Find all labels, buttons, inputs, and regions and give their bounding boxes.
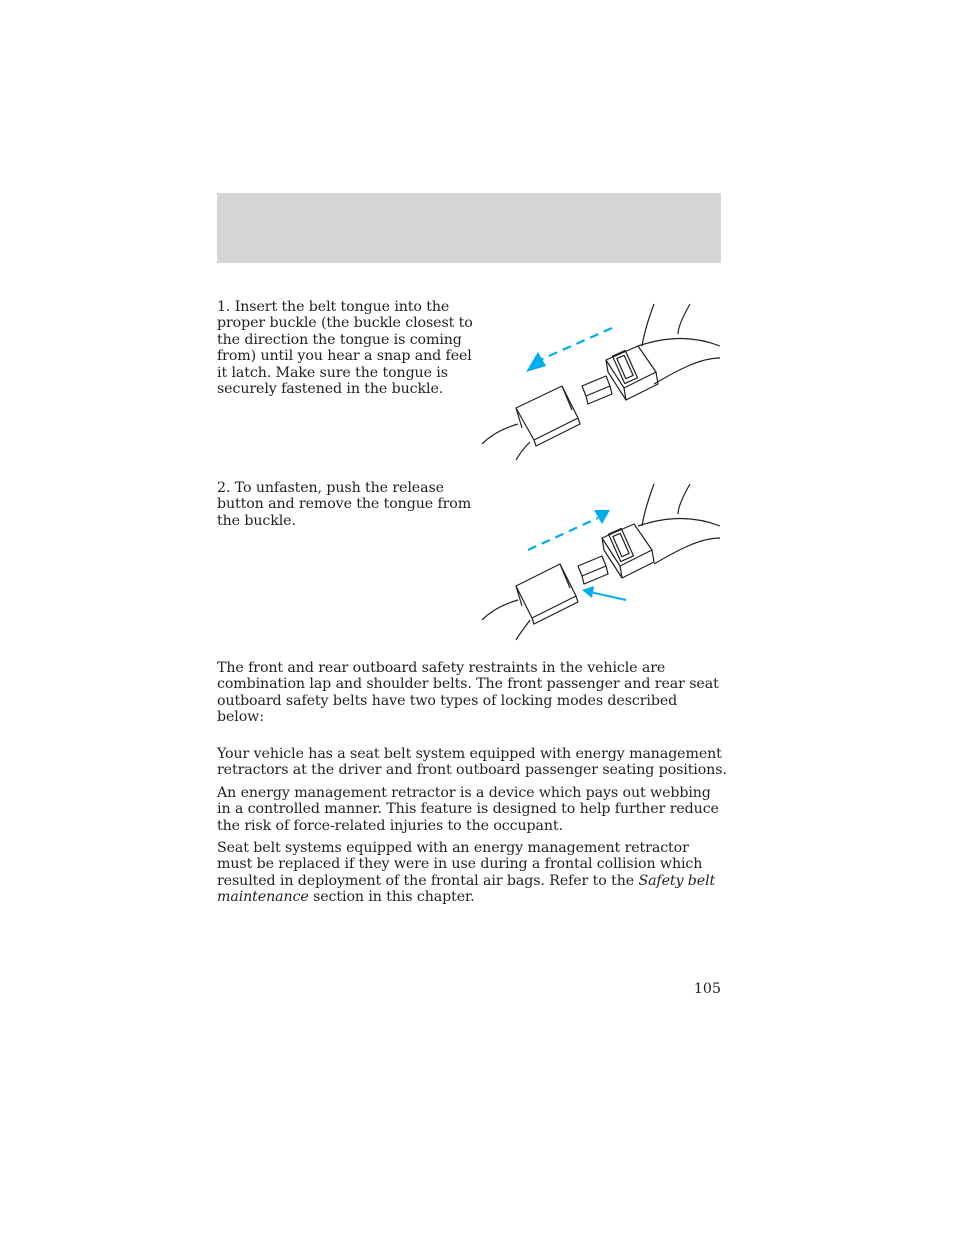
unfasten-belt-illustration — [478, 480, 728, 648]
fasten-belt-illustration — [478, 300, 728, 468]
step-1-instruction: 1. Insert the belt tongue into the proper buckle (the buckle closest to the direction the tongue is coming from) until you hear a snap and feel it latch. Make sure the tongue is securely fastened in the buckle. — [217, 299, 473, 398]
arrowhead-icon — [526, 352, 546, 372]
retractor-description: An energy management retractor is a device which pays out webbing in a controlled manner. This feature is designed to help further reduce the risk of force-related injuries to the occupant. — [217, 785, 719, 834]
locking-modes-paragraph: The front and rear outboard safety restraints in the vehicle are combination lap and shoulder belts. The front passenger and rear seat outboard safety belts have two types of locking modes described below: — [217, 660, 719, 726]
arrowhead-icon — [594, 510, 610, 524]
maintenance-section-reference: Safety belt maintenance — [217, 872, 716, 906]
replacement-text: Seat belt systems equipped with an energy management retractor must be replaced if they were in use during a frontal collision which resulted in deployment of the frontal air bags. Refer to the — [217, 840, 703, 889]
arrowhead-icon — [582, 586, 594, 598]
page-number: 105 — [693, 981, 721, 997]
release-direction-arrow — [528, 518, 598, 550]
insert-direction-arrow — [540, 328, 612, 360]
replacement-paragraph — [217, 840, 727, 906]
section-header-band — [217, 193, 721, 263]
push-button-arrow — [590, 592, 626, 600]
step-2-instruction: 2. To unfasten, push the release button and remove the tongue from the buckle. — [217, 480, 472, 529]
replacement-text-end: section in this chapter. — [308, 889, 475, 906]
energy-management-intro: Your vehicle has a seat belt system equipped with energy management retractors at the driver and front outboard passenger seating positions. — [217, 746, 727, 779]
